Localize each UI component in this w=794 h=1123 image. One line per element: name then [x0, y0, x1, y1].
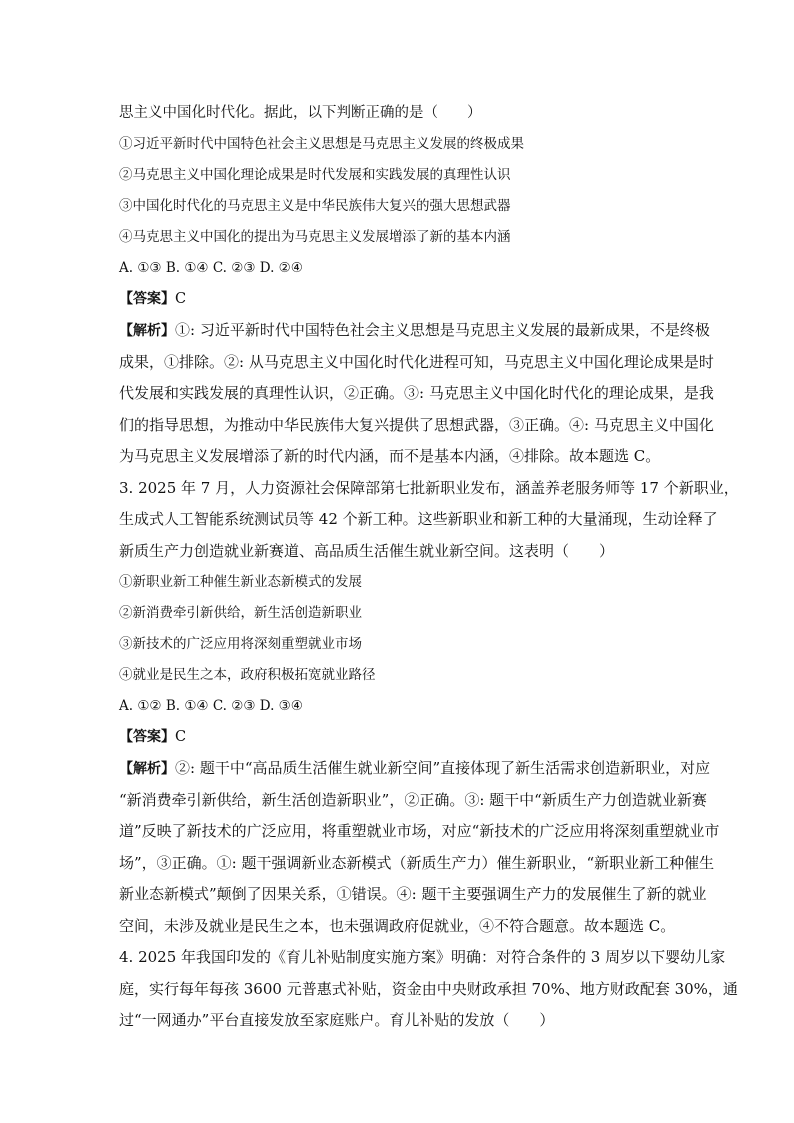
q2-analysis-line-2: 成果，①排除。②: 从马克思主义中国化时代化进程可知，马克思主义中国化理论成果是时	[119, 352, 714, 371]
q2-analysis-line-1	[119, 315, 710, 347]
q3-answer-label: 【答案】	[119, 729, 175, 745]
q3-analysis-line-5: 新业态新模式”颠倒了因果关系，①错误。④: 题干主要强调生产力的发展催生了新的就业	[119, 885, 707, 903]
q2-answer-value: C	[175, 291, 187, 307]
q2-stem-end: 思主义中国化时代化。据此，以下判断正确的是（ ）	[119, 105, 482, 121]
q3-stem	[119, 473, 739, 568]
q2-analysis-line-3: 代发展和实践发展的真理性认识，②正确。③: 马克思主义中国化时代化的理论成果，是我	[119, 384, 714, 402]
q3-options: A. ①② B. ①④ C. ②③ D. ③④	[119, 698, 303, 714]
q3-analysis-line-6: 空间，未涉及就业是民生之本，也未强调政府促就业，④不符合题意。故本题选 C。	[119, 916, 676, 935]
q2-statement-2: ②马克思主义中国化理论成果是时代发展和实践发展的真理性认识	[119, 167, 511, 183]
q2-statement-4: ④马克思主义中国化的提出为马克思主义发展增添了新的基本内涵	[119, 229, 511, 245]
q2-answer-label: 【答案】	[119, 291, 175, 307]
q4-stem-line-1: 4. 2025 年我国印发的《育儿补贴制度实施方案》明确：对符合条件的 3 周岁以下婴幼儿家	[119, 948, 726, 966]
q2-options: A. ①③ B. ①④ C. ②③ D. ②④	[119, 260, 303, 276]
page-content	[119, 98, 739, 1037]
q3-analysis-line-3: 道”反映了新技术的广泛应用，将重塑就业市场，对应“新技术的广泛应用将深刻重塑就业市	[119, 822, 720, 840]
q3-answer	[119, 722, 684, 753]
q3-analysis	[119, 753, 720, 942]
q2-analysis	[119, 315, 714, 473]
q2-statement-3: ③中国化时代化的马克思主义是中华民族伟大复兴的强大思想武器	[119, 198, 511, 214]
q3-statement-1: ①新职业新工种催生新业态新模式的发展	[119, 574, 362, 590]
q2-analysis-label: 【解析】	[119, 323, 175, 339]
q3-analysis-line-4: 场”，③正确。①: 题干强调新业态新模式（新质生产力）催生新职业，“新职业新工种催生	[119, 853, 715, 872]
q3-statement-3: ③新技术的广泛应用将深刻重塑就业市场	[119, 636, 362, 652]
q3-stem-line-1: 3. 2025 年 7 月，人力资源社会保障部第七批新职业发布，涵盖养老服务师等 17 个新职业，	[119, 478, 739, 497]
q2-statement-1: ①习近平新时代中国特色社会主义思想是马克思主义发展的终极成果	[119, 136, 524, 152]
q3-answer-value: C	[175, 729, 187, 745]
q4-stem	[119, 942, 738, 1037]
q3-stem-line-2: 生成式人工智能系统测试员等 42 个新工种。这些新职业和新工种的大量涌现，生动诠释了	[119, 510, 718, 528]
q3-analysis-line-2: “新消费牵引新供给，新生活创造新职业”，②正确。③: 题干中“新质生产力创造就业新赛	[119, 790, 707, 809]
q2-analysis-line-5: 为马克思主义发展增添了新的时代内涵，而不是基本内涵，④排除。故本题选 C。	[119, 447, 661, 465]
q3-analysis-text-1: ②: 题干中“高品质生活催生就业新空间”直接体现了新生活需求创造新职业，对应	[175, 759, 711, 777]
q3-stem-line-3: 新质生产力创造就业新赛道、高品质生活催生就业新空间。这表明（ ）	[119, 541, 615, 560]
q3-statement-4: ④就业是民生之本，政府积极拓宽就业路径	[119, 667, 376, 683]
q3-analysis-line-1	[119, 753, 711, 785]
q4-stem-line-3: 过“一网通办”平台直接发放至家庭账户。育儿补贴的发放（ ）	[119, 1011, 555, 1029]
q2-analysis-line-4: 们的指导思想，为推动中华民族伟大复兴提供了思想武器，③正确。④: 马克思主义中国化	[119, 415, 714, 434]
q3-analysis-label: 【解析】	[119, 761, 175, 777]
q3-statement-2: ②新消费牵引新供给，新生活创造新职业	[119, 605, 362, 621]
q4-stem-line-2: 庭，实行每年每孩 3600 元普惠式补贴，资金由中央财政承担 70%、地方财政配套 30%，通	[119, 979, 738, 998]
q2-answer	[119, 284, 684, 315]
q2-analysis-text-1: ①: 习近平新时代中国特色社会主义思想是马克思主义发展的最新成果，不是终极	[175, 321, 710, 339]
